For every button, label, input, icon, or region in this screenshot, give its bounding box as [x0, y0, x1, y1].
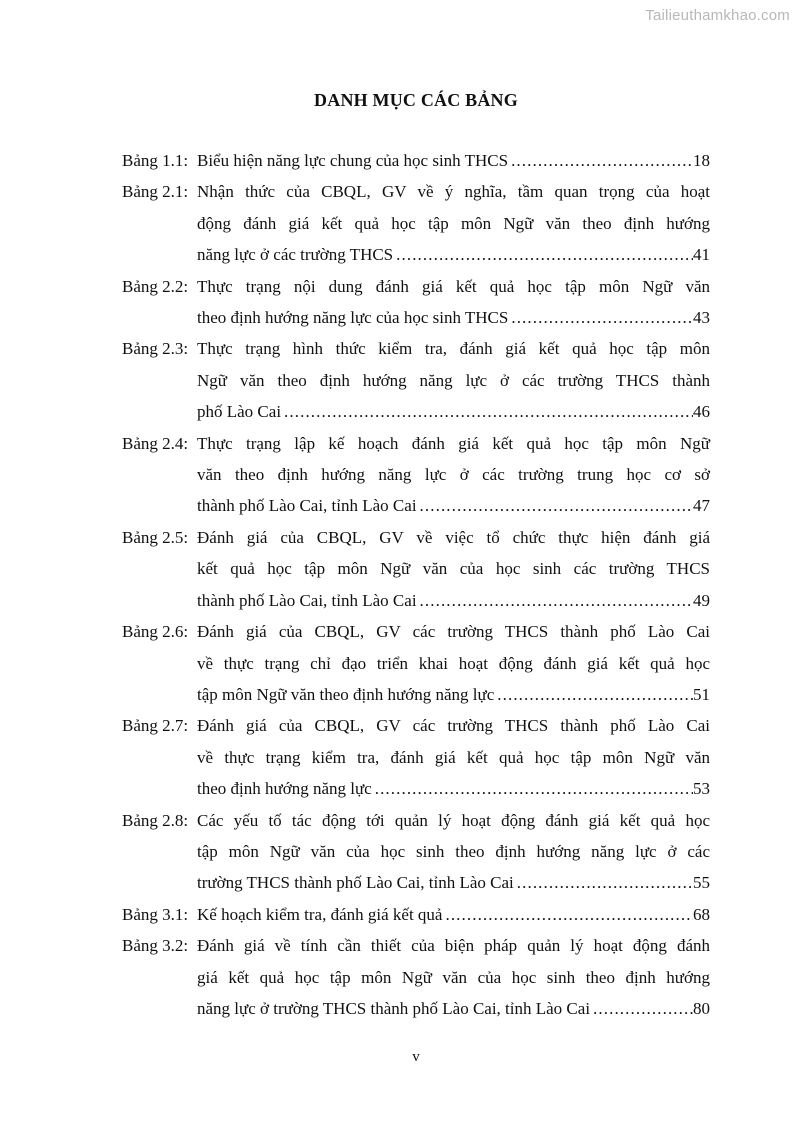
table-label: Bảng 2.1:	[122, 182, 189, 202]
table-label: Bảng 3.1:	[122, 904, 189, 924]
toc-entry	[122, 805, 710, 899]
entry-text: tập môn Ngữ văn theo định hướng năng lực	[197, 684, 495, 704]
page-number: 51	[693, 684, 710, 704]
dot-leader	[590, 993, 693, 1024]
table-label: Bảng 3.2:	[122, 936, 189, 956]
dot-leader	[417, 490, 693, 521]
page-number: 55	[693, 873, 710, 893]
toc-entry	[122, 930, 710, 1024]
entry-text: theo định hướng năng lực của học sinh THCS	[197, 308, 509, 328]
page-number: 80	[693, 998, 710, 1018]
table-label: Bảng 2.3:	[122, 339, 189, 359]
toc-entry-line: Ngữ văn theo định hướng năng lực ở các trường THCS thành	[197, 370, 710, 390]
entry-text: trường THCS thành phố Lào Cai, tỉnh Lào Cai	[197, 873, 514, 893]
document-body	[122, 0, 710, 1024]
page-number: 53	[693, 779, 710, 799]
page-number: 18	[693, 151, 710, 170]
entry-text: thành phố Lào Cai, tỉnh Lào Cai	[197, 496, 417, 516]
toc-entry-line	[197, 239, 710, 270]
toc-entry-line: về thực trạng kiểm tra, đánh giá kết quả học tập môn Ngữ văn	[197, 747, 710, 767]
toc-entry-line: Đánh giá về tính cần thiết của biện pháp quản lý hoạt động đánh	[197, 936, 710, 956]
toc-entry-line	[197, 490, 710, 521]
toc-entry-line	[197, 867, 710, 898]
entry-text: năng lực ở trường THCS thành phố Lào Cai, tỉnh Lào Cai	[197, 998, 591, 1018]
entry-text-col	[197, 333, 710, 427]
toc-entry-line	[197, 585, 710, 616]
toc-entry	[122, 333, 710, 427]
entry-text: phố Lào Cai	[197, 402, 282, 422]
dot-leader	[393, 239, 693, 270]
table-label: Bảng 2.2:	[122, 276, 189, 296]
entry-text-col	[197, 145, 710, 176]
dot-leader	[372, 773, 693, 804]
dot-leader	[514, 867, 693, 898]
toc-entry-line	[197, 145, 710, 176]
entry-text: theo định hướng năng lực	[197, 779, 372, 799]
toc-entry-line: Thực trạng nội dung đánh giá kết quả học tập môn Ngữ văn	[197, 276, 710, 296]
entry-text-col	[197, 428, 710, 522]
toc-entry	[122, 522, 710, 616]
toc-entry-line: Đánh giá của CBQL, GV các trường THCS thành phố Lào Cai	[197, 622, 710, 642]
entry-text-col	[197, 522, 710, 616]
entry-text-col	[197, 176, 710, 270]
toc-entry-line: về thực trạng chỉ đạo triển khai hoạt động đánh giá kết quả học	[197, 653, 710, 673]
page-title: DANH MỤC CÁC BẢNG	[314, 90, 518, 110]
entry-text-col	[197, 930, 710, 1024]
page-number: 41	[693, 245, 710, 265]
toc-entry-line	[197, 773, 710, 804]
toc-entry-line	[197, 899, 710, 930]
page-number: 49	[693, 590, 710, 610]
toc-entry-line: giá kết quả học tập môn Ngữ văn của học sinh theo định hướng	[197, 967, 710, 987]
page-number: 68	[693, 904, 710, 924]
toc-entry-line	[197, 396, 710, 427]
toc-entry	[122, 710, 710, 804]
toc-entry-line: Đánh giá của CBQL, GV về việc tổ chức thực hiện đánh giá	[197, 527, 710, 547]
entry-text-col	[197, 899, 710, 930]
toc-entry-line	[197, 302, 710, 333]
toc-entry-line: văn theo định hướng năng lực ở các trường trung học cơ sở	[197, 465, 710, 485]
dot-leader	[508, 145, 693, 176]
watermark-text: Tailieuthamkhao.com	[645, 7, 790, 24]
toc-entry-line: tập môn Ngữ văn của học sinh theo định hướng năng lực ở các	[197, 841, 710, 861]
table-label: Bảng 2.4:	[122, 433, 189, 453]
toc-entry-line: Nhận thức của CBQL, GV về ý nghĩa, tầm quan trọng của hoạt	[197, 182, 710, 202]
table-label: Bảng 2.6:	[122, 622, 189, 642]
toc-entry	[122, 176, 710, 270]
toc-entry	[122, 145, 710, 176]
table-label: Bảng 2.7:	[122, 716, 189, 736]
dot-leader	[417, 585, 693, 616]
entry-text: Kế hoạch kiểm tra, đánh giá kết quả	[197, 904, 443, 924]
toc-entry	[122, 899, 710, 930]
toc-entries	[122, 145, 710, 1024]
toc-entry	[122, 428, 710, 522]
table-label: Bảng 1.1:	[122, 151, 189, 170]
dot-leader	[494, 679, 693, 710]
dot-leader	[508, 302, 693, 333]
toc-entry-line	[197, 993, 710, 1024]
toc-entry-line: Các yếu tố tác động tới quản lý hoạt động đánh giá kết quả học	[197, 810, 710, 830]
dot-leader	[281, 396, 693, 427]
dot-leader	[442, 899, 693, 930]
toc-entry-line: Thực trạng lập kế hoạch đánh giá kết quả học tập môn Ngữ	[197, 433, 710, 453]
entry-text-col	[197, 710, 710, 804]
toc-entry-line: động đánh giá kết quả học tập môn Ngữ văn theo định hướng	[197, 213, 710, 233]
toc-entry-line	[197, 679, 710, 710]
entry-text: thành phố Lào Cai, tỉnh Lào Cai	[197, 590, 417, 610]
table-label: Bảng 2.8:	[122, 810, 189, 830]
entry-text-col	[197, 616, 710, 710]
page-number: 47	[693, 496, 710, 516]
entry-text-col	[197, 271, 710, 334]
footer-page-number: v	[412, 1049, 420, 1065]
page-number: 46	[693, 402, 710, 422]
page-number: 43	[693, 308, 710, 328]
entry-text: Biểu hiện năng lực chung của học sinh THCS	[197, 151, 509, 170]
entry-text: năng lực ở các trường THCS	[197, 245, 394, 265]
toc-entry-line: Thực trạng hình thức kiểm tra, đánh giá kết quả học tập môn	[197, 339, 710, 359]
entry-text-col	[197, 805, 710, 899]
toc-entry	[122, 616, 710, 710]
toc-entry-line: kết quả học tập môn Ngữ văn của học sinh các trường THCS	[197, 559, 710, 579]
toc-entry-line: Đánh giá của CBQL, GV các trường THCS thành phố Lào Cai	[197, 716, 710, 736]
table-label: Bảng 2.5:	[122, 527, 189, 547]
toc-entry	[122, 271, 710, 334]
